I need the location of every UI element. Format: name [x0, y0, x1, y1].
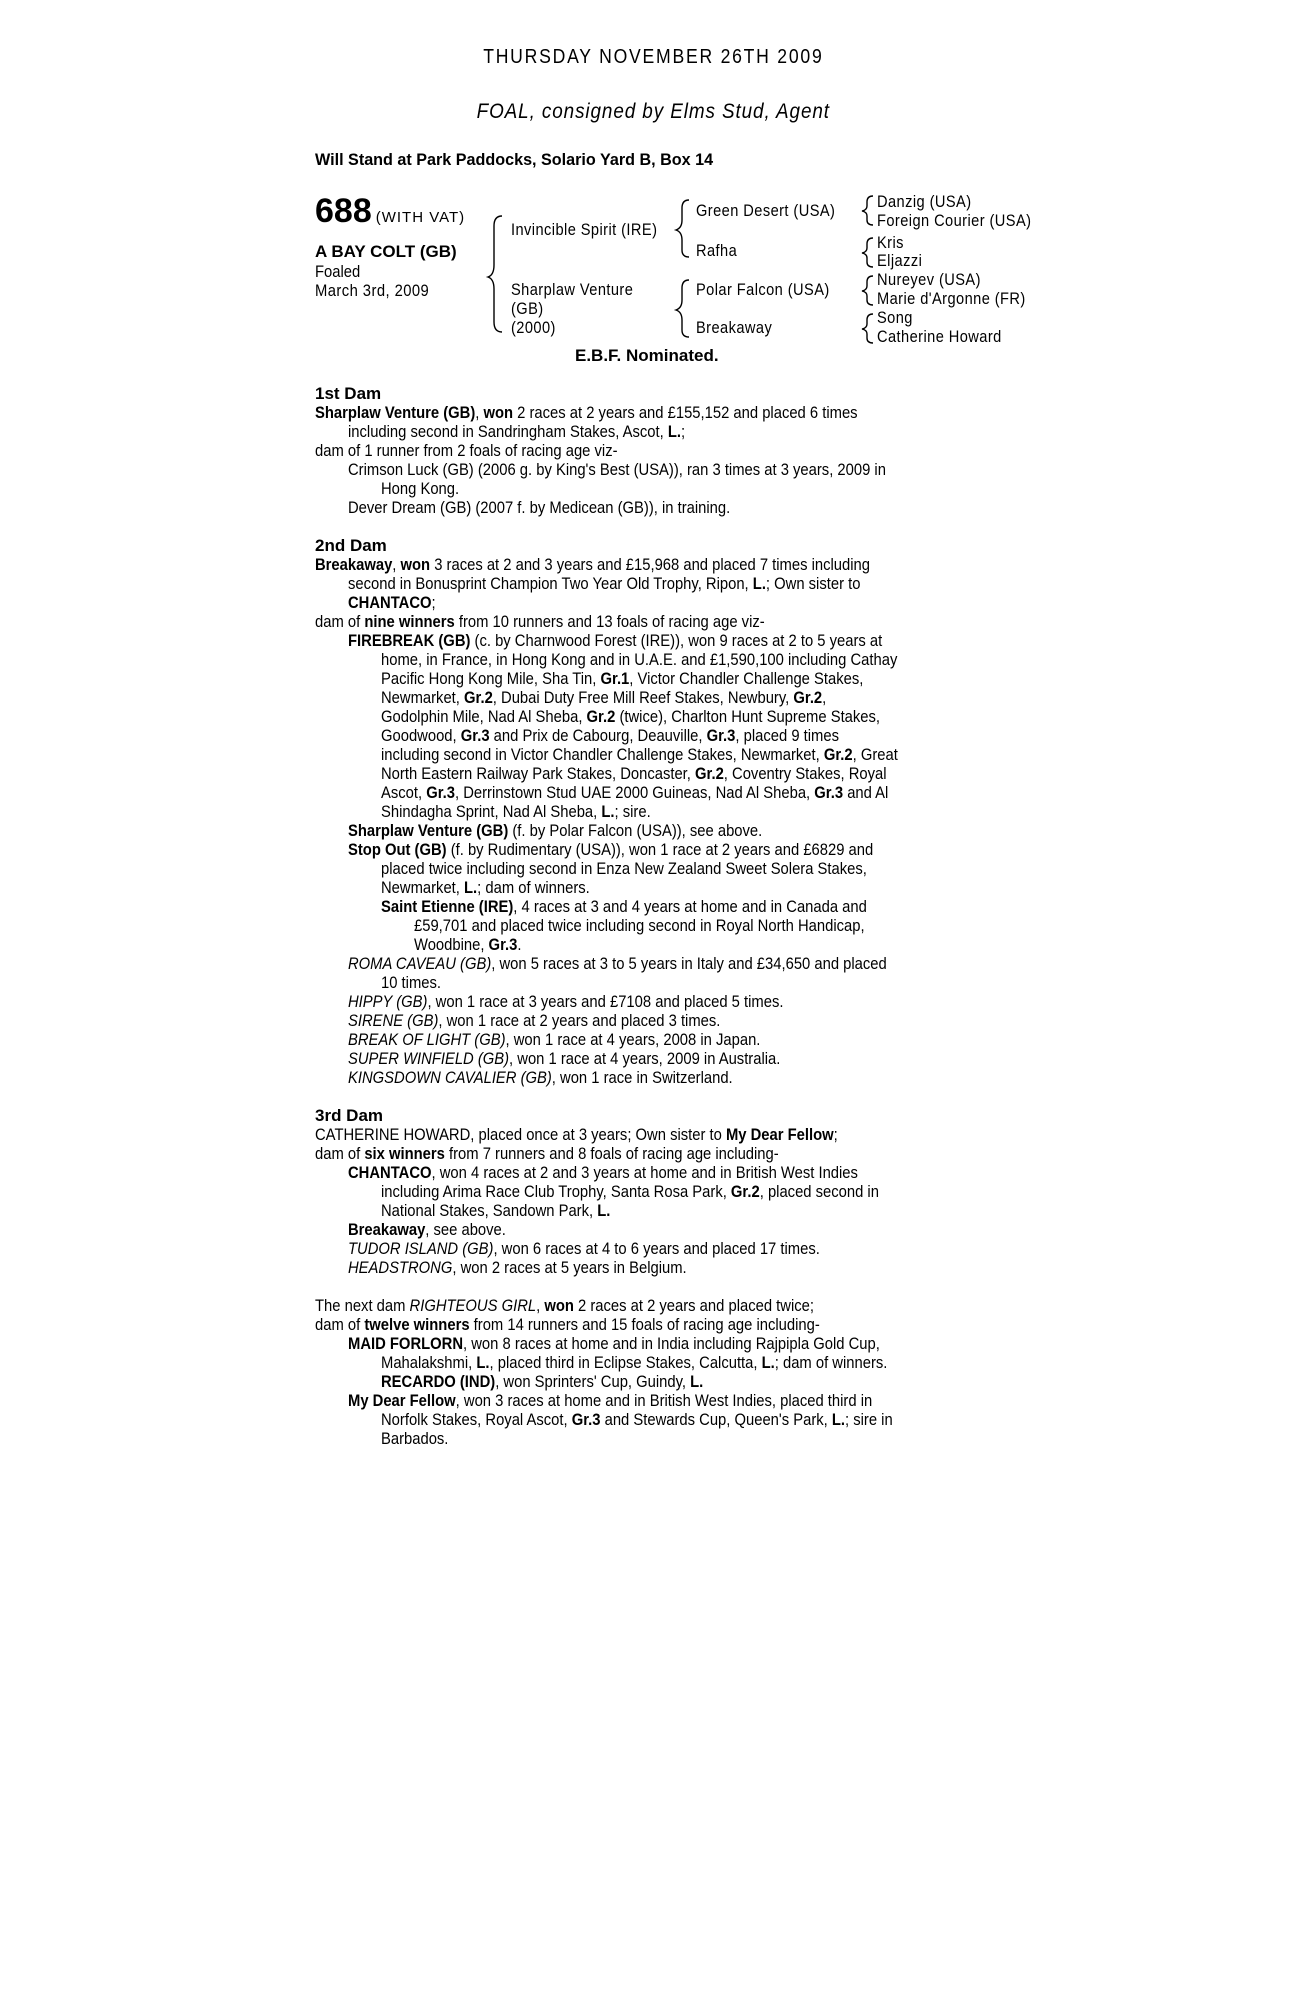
next-dam-line: dam of twelve winners from 14 runners and 15 foals of racing age including-	[315, 1315, 820, 1334]
second-dam-line: SUPER WINFIELD (GB), won 1 race at 4 years, 2009 in Australia.	[348, 1049, 781, 1068]
pedigree-notes	[315, 384, 995, 1448]
second-dam-line: including second in Victor Chandler Challenge Stakes, Newmarket, Gr.2, Great	[381, 745, 898, 764]
third-dam-line: dam of six winners from 7 runners and 8 foals of racing age including-	[315, 1144, 779, 1163]
stand-location: Will Stand at Park Paddocks, Solario Yard B, Box 14	[315, 150, 714, 169]
dam-sire-sire-name: Nureyev (USA)	[877, 270, 981, 289]
sire-dam-sire-name: Kris	[877, 233, 904, 252]
second-dam-line: Shindagha Sprint, Nad Al Sheba, L.; sire.	[381, 802, 651, 821]
second-dam-line: Pacific Hong Kong Mile, Sha Tin, Gr.1, Victor Chandler Challenge Stakes,	[381, 669, 864, 688]
second-dam-heading: 2nd Dam	[315, 536, 387, 555]
third-dam-line: HEADSTRONG, won 2 races at 5 years in Belgium.	[348, 1258, 687, 1277]
second-dam-line: Saint Etienne (IRE), 4 races at 3 and 4 years at home and in Canada and	[381, 897, 867, 916]
next-dam-line: Barbados.	[381, 1429, 449, 1448]
second-dam-line: KINGSDOWN CAVALIER (GB), won 1 race in Switzerland.	[348, 1068, 733, 1087]
pedigree-brackets	[0, 0, 1307, 360]
second-dam-line: Goodwood, Gr.3 and Prix de Cabourg, Deauville, Gr.3, placed 9 times	[381, 726, 839, 745]
third-dam-line: National Stakes, Sandown Park, L.	[381, 1201, 611, 1220]
second-dam-line: HIPPY (GB), won 1 race at 3 years and £7108 and placed 5 times.	[348, 992, 784, 1011]
second-dam-line: second in Bonusprint Champion Two Year Old Trophy, Ripon, L.; Own sister to	[348, 574, 861, 593]
second-dam-line: Stop Out (GB) (f. by Rudimentary (USA)), won 1 race at 2 years and £6829 and	[348, 840, 874, 859]
foaled-date: March 3rd, 2009	[315, 281, 430, 300]
green-desert-brace	[862, 196, 873, 225]
horse-description: A BAY COLT (GB)	[315, 242, 457, 261]
sire-sire-dam-name: Foreign Courier (USA)	[877, 211, 1032, 230]
foaled-label: Foaled	[315, 262, 361, 281]
second-dam-line: FIREBREAK (GB) (c. by Charnwood Forest (IRE)), won 9 races at 2 to 5 years at	[348, 631, 883, 650]
sire-dam-dam-name: Eljazzi	[877, 251, 923, 270]
second-dam-line: North Eastern Railway Park Stakes, Doncaster, Gr.2, Coventry Stakes, Royal	[381, 764, 887, 783]
third-dam-line: CATHERINE HOWARD, placed once at 3 years; Own sister to My Dear Fellow;	[315, 1125, 838, 1144]
third-dam-line: including Arima Race Club Trophy, Santa Rosa Park, Gr.2, placed second in	[381, 1182, 879, 1201]
next-dam-line: Norfolk Stakes, Royal Ascot, Gr.3 and Stewards Cup, Queen's Park, L.; sire in	[381, 1410, 893, 1429]
first-dam-line: Sharplaw Venture (GB), won 2 races at 2 years and £155,152 and placed 6 times	[315, 403, 858, 422]
dam-name-line2: (GB)	[511, 299, 544, 318]
third-dam-section	[315, 1125, 995, 1277]
dam-name-line1: Sharplaw Venture	[511, 280, 634, 299]
sire-name: Invincible Spirit (IRE)	[511, 220, 658, 239]
second-dam-line: BREAK OF LIGHT (GB), won 1 race at 4 years, 2008 in Japan.	[348, 1030, 761, 1049]
first-dam-line: dam of 1 runner from 2 foals of racing age viz-	[315, 441, 618, 460]
first-dam-line: including second in Sandringham Stakes, Ascot, L.;	[348, 422, 686, 441]
consignment-line: FOAL, consigned by Elms Stud, Agent	[476, 100, 831, 123]
second-dam-line: CHANTACO;	[348, 593, 436, 612]
second-dam-line: 10 times.	[381, 973, 442, 992]
second-dam-line: home, in France, in Hong Kong and in U.A.E. and £1,590,100 including Cathay	[381, 650, 898, 669]
dam-name-line3: (2000)	[511, 318, 556, 337]
second-dam-line: Breakaway, won 3 races at 2 and 3 years and £15,968 and placed 7 times including	[315, 555, 870, 574]
second-dam-line: dam of nine winners from 10 runners and 13 foals of racing age viz-	[315, 612, 765, 631]
first-dam-heading: 1st Dam	[315, 384, 382, 403]
rafha-brace	[862, 238, 873, 267]
second-dam-line: Woodbine, Gr.3.	[414, 935, 522, 954]
dam-dam-sire-name: Song	[877, 308, 913, 327]
second-dam-line: ROMA CAVEAU (GB), won 5 races at 3 to 5 years in Italy and £34,650 and placed	[348, 954, 887, 973]
sire-sire-sire-name: Danzig (USA)	[877, 192, 972, 211]
second-dam-line: SIRENE (GB), won 1 race at 2 years and placed 3 times.	[348, 1011, 721, 1030]
ebf-nominated: E.B.F. Nominated.	[575, 346, 719, 365]
first-dam-section	[315, 403, 995, 517]
second-dam-line: Sharplaw Venture (GB) (f. by Polar Falcon (USA)), see above.	[348, 821, 763, 840]
second-dam-line: Ascot, Gr.3, Derrinstown Stud UAE 2000 Guineas, Nad Al Sheba, Gr.3 and Al	[381, 783, 889, 802]
third-dam-line: TUDOR ISLAND (GB), won 6 races at 4 to 6 years and placed 17 times.	[348, 1239, 820, 1258]
next-dam-line: MAID FORLORN, won 8 races at home and in India including Rajpipla Gold Cup,	[348, 1334, 880, 1353]
dam-sire-dam-name: Marie d'Argonne (FR)	[877, 289, 1026, 308]
first-dam-line: Hong Kong.	[381, 479, 460, 498]
second-dam-line: Newmarket, L.; dam of winners.	[381, 878, 590, 897]
lot-number-value: 688	[315, 192, 372, 230]
sire-dam-name: Rafha	[696, 241, 738, 260]
dam-sire-name: Polar Falcon (USA)	[696, 280, 830, 299]
breakaway-brace	[862, 314, 873, 343]
first-dam-line: Dever Dream (GB) (2007 f. by Medicean (GB)), in training.	[348, 498, 731, 517]
second-dam-line: placed twice including second in Enza New Zealand Sweet Solera Stakes,	[381, 859, 867, 878]
main-brace	[488, 216, 502, 332]
dam-dam-name: Breakaway	[696, 318, 773, 337]
dam-brace	[676, 280, 689, 337]
next-dam-line: My Dear Fellow, won 3 races at home and in British West Indies, placed third in	[348, 1391, 873, 1410]
dam-dam-dam-name: Catherine Howard	[877, 327, 1002, 346]
vat-note: (WITH VAT)	[375, 209, 466, 226]
sire-sire-name: Green Desert (USA)	[696, 201, 836, 220]
third-dam-line: Breakaway, see above.	[348, 1220, 506, 1239]
next-dam-line: RECARDO (IND), won Sprinters' Cup, Guindy, L.	[381, 1372, 704, 1391]
next-dam-line: Mahalakshmi, L., placed third in Eclipse Stakes, Calcutta, L.; dam of winners.	[381, 1353, 888, 1372]
next-dam-section	[315, 1296, 995, 1448]
sale-date: THURSDAY NOVEMBER 26TH 2009	[483, 46, 824, 68]
second-dam-section	[315, 555, 995, 1087]
third-dam-line: CHANTACO, won 4 races at 2 and 3 years at home and in British West Indies	[348, 1163, 858, 1182]
third-dam-heading: 3rd Dam	[315, 1106, 384, 1125]
second-dam-line: Godolphin Mile, Nad Al Sheba, Gr.2 (twice), Charlton Hunt Supreme Stakes,	[381, 707, 881, 726]
next-dam-line: The next dam RIGHTEOUS GIRL, won 2 races at 2 years and placed twice;	[315, 1296, 814, 1315]
first-dam-line: Crimson Luck (GB) (2006 g. by King's Best (USA)), ran 3 times at 3 years, 2009 in	[348, 460, 886, 479]
polar-falcon-brace	[862, 276, 873, 305]
second-dam-line: Newmarket, Gr.2, Dubai Duty Free Mill Reef Stakes, Newbury, Gr.2,	[381, 688, 827, 707]
second-dam-line: £59,701 and placed twice including second in Royal North Handicap,	[414, 916, 865, 935]
